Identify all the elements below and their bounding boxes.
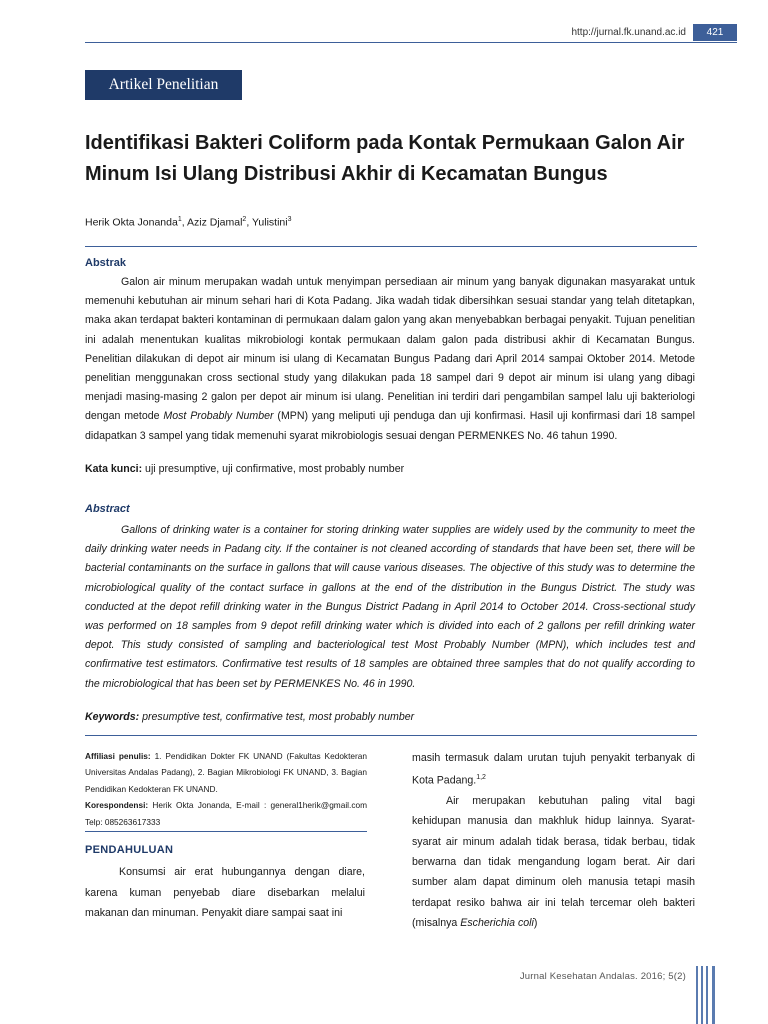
author-name: Yulistini: [251, 216, 288, 229]
author-affiliation-mark: 1: [177, 216, 182, 223]
abstract-end-divider: [85, 735, 697, 736]
decor-bar: [701, 966, 703, 1024]
author-affiliation-mark: 3: [287, 216, 292, 223]
intro-continued: masih termasuk dalam urutan tujuh penyakit terbanyak di Kota Padang.$^{1,2}$ Air merupakan kebutuhan paling vital bagi kehidupan manusia dan makhluk hidup lainnya. Syarat-syarat air minum adalah tidak berasa, tidak berbau, tidak berwarna dan tidak mengandung logam berat. Air dari sumber alam dapat diminum oleh manusia tetapi masih terdapat resiko bahwa air ini telah tercemar oleh bakteri (misalnya Escherichia coli): [412, 752, 695, 929]
citation-mark: 1,2: [476, 774, 486, 782]
abstract-divider: [85, 246, 697, 247]
journal-footer: Jurnal Kesehatan Andalas. 2016; 5(2): [519, 971, 686, 982]
abstract-keywords: Keywords: presumptive test, confirmative test, most probably number: [85, 711, 415, 723]
intro-paragraph: Konsumsi air erat hubungannya dengan diare, karena kuman penyebab diare disebarkan melalui makanan dan minuman. Penyakit diare sampai saat ini: [85, 866, 365, 919]
affiliation-note: Affiliasi penulis: 1. Pendidikan Dokter FK UNAND (Fakultas Kedokteran Universitas Andalas Padang), 2. Bagian Mikrobiologi FK UNAND, 3. Bagian Pendidikan Kedokteran FK UNAND. Korespondensi: Herik Okta Jonanda, E-mail : general1herik@gmail.com Telp: 085263617333: [85, 751, 367, 827]
pendahuluan-heading: PENDAHULUAN: [85, 844, 174, 856]
decor-bar: [696, 966, 698, 1024]
header-divider: [85, 42, 737, 43]
author-name: Aziz Djamal: [186, 216, 243, 229]
page-number-badge: 421: [693, 24, 737, 41]
abstrak-body: Galon air minum merupakan wadah untuk menyimpan persediaan air minum yang banyak digunakan masyarakat untuk memenuhi kebutuhan air minum sehari hari di Kota Padang. Jika wadah tidak dibersihkan sesuai standar yang telah ditetapkan, maka akan terdapat bakteri kontaminan di permukaan dalam galon yang akan menyebabkan berbagai penyakit. Tujuan penelitian ini adalah menentukan kualitas mikrobiologi kontak permukaan dalam galon pada distribusi akhir di Kecamatan Bungus. Penelitian dilakukan di depot air minum isi ulang di Kecamatan Bungus Padang dari April 2014 sampai Oktober 2014. Metode penelitian menggunakan cross sectional study yang dilakukan pada 18 sampel dari 9 depot air minum isi ulang yang dibagi menjadi masing-masing 2 galon per depot air minum isi ulang. Penelitian ini terdiri dari pengambilan sampel lalu uji bakteriologi dengan metode Most Probably Number (MPN) yang meliputi uji penduga dan uji konfirmasi. Hasil uji konfirmasi dari 18 sampel didapatkan 3 sampel yang tidak memenuhi syarat mikrobiologis sesuai dengan PERMENKES No. 46 tahun 1990.: [85, 276, 695, 442]
author-list: Herik Okta Jonanda$^1$, Aziz Djamal$^2$, Yulistini$^3$: [85, 216, 292, 229]
decor-bar: [706, 966, 708, 1024]
abstrak-heading: Abstrak: [85, 257, 126, 269]
affiliation-divider: [85, 831, 367, 832]
journal-url[interactable]: http://jurnal.fk.unand.ac.id: [571, 27, 686, 38]
article-type-badge: Artikel Penelitian: [85, 70, 242, 100]
abstract-heading: Abstract: [85, 503, 130, 515]
footer-decoration-bars: [696, 966, 736, 1024]
author-affiliation-mark: 2: [242, 216, 247, 223]
decor-bar: [712, 966, 715, 1024]
abstract-body: Gallons of drinking water is a container for storing drinking water supplies are widely used by the community to meet the daily drinking water needs in Padang city. If the container is not cleaned according of standards that have been set, there will be bacterial contaminants on the surface in gallons that will cause various diseases. The objective of this study was to determine the microbiological quality of the contact surface in gallons at the end of the distribution in the Bungus District. The study was conducted at the depot refill drinking water in the Bungus District Padang in April 2014 to October 2014. Cross-sectional study was performed on 18 samples from 9 depot refill drinking water which is divided into each of 2 gallons per refill drinking water depot. This study consisted of sampling and bacteriological test Most Probably Number (MPN), which includes test and confirmative test estimators. Confirmative test results of 18 samples are obtained three samples that do not qualify according to the microbiological that has been set by PERMENKES No. 46 in 1990.: [85, 524, 695, 690]
abstrak-keywords: Kata kunci: uji presumptive, uji confirmative, most probably number: [85, 463, 405, 475]
author-name: Herik Okta Jonanda: [85, 216, 178, 229]
article-title: Identifikasi Bakteri Coliform pada Kontak Permukaan Galon Air Minum Isi Ulang Distribusi Akhir di Kecamatan Bungus: [85, 132, 685, 185]
